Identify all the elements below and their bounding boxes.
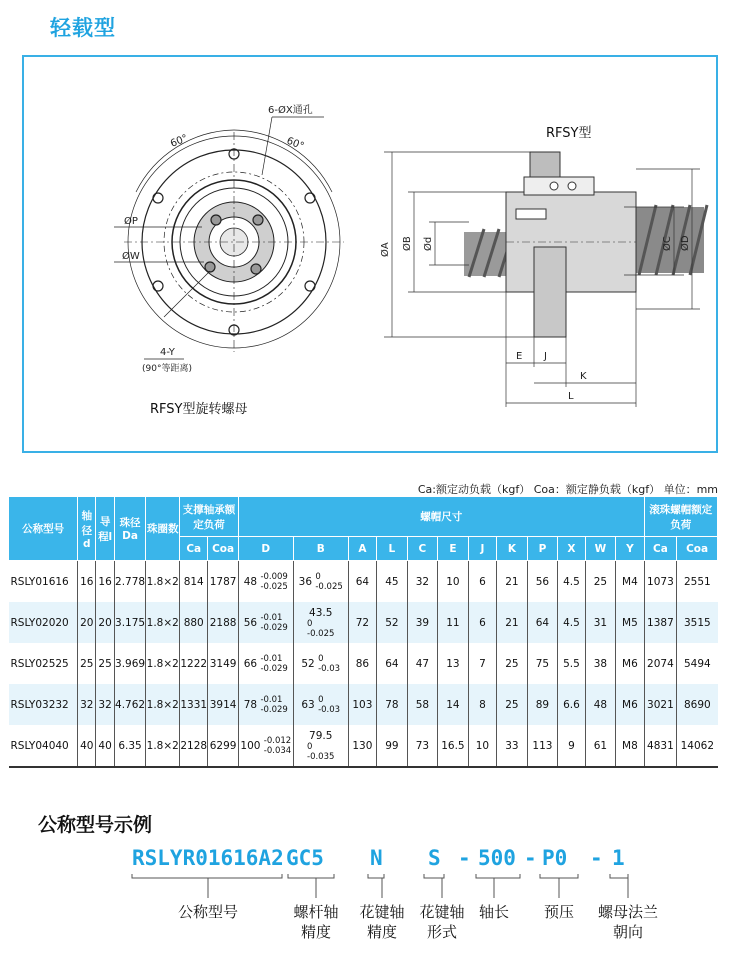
angle-right: 60° <box>284 135 306 153</box>
example-label-line2: 精度 <box>300 923 331 941</box>
tolerance-lower: -0.029 <box>260 622 288 633</box>
cell-J: 8 <box>468 684 496 725</box>
cell-model: RSLY01616 <box>10 575 69 588</box>
bracket-line <box>424 874 444 898</box>
table-row <box>9 561 718 603</box>
cell-coa2: 8690 <box>677 684 718 725</box>
cell-D-main: 100 <box>240 739 261 752</box>
cell-W: 48 <box>585 684 616 725</box>
cell-L: 45 <box>377 561 408 603</box>
cell-J: 6 <box>468 561 496 603</box>
header-support: 支撑轴承额定负荷 <box>180 497 239 537</box>
example-label-line1: 花键轴 <box>419 903 465 921</box>
dim-l-label: L <box>568 391 574 402</box>
cell-ca1: 1331 <box>180 684 208 725</box>
cell-d: 20 <box>78 602 96 643</box>
subheader-8: J <box>468 537 496 561</box>
cell-d: 40 <box>78 725 96 767</box>
cell-D-main: 56 <box>243 616 258 629</box>
tolerance-lower: -0.025 <box>315 581 343 592</box>
cell-C: 58 <box>407 684 438 725</box>
code-part: - <box>458 846 471 870</box>
tolerance-upper: -0.01 <box>260 612 283 623</box>
hole-label: 6-ØX通孔 <box>268 105 313 116</box>
cell-B <box>293 684 348 725</box>
header-ballnut: 滚珠螺帽额定负荷 <box>644 497 717 537</box>
cell-l: 40 <box>96 725 114 767</box>
cell-W: 25 <box>585 561 616 603</box>
subheader-5: L <box>377 537 408 561</box>
subheader-4: A <box>348 537 376 561</box>
unit-legend: Ca:额定动负载（kgf） Coa：额定静负载（kgf） 单位：mm <box>417 483 718 496</box>
tolerance-upper: 0 <box>307 618 313 629</box>
cell-coa1: 3914 <box>208 684 239 725</box>
cell-l: 25 <box>96 643 114 684</box>
cell-D <box>238 684 293 725</box>
cell-E: 14 <box>438 684 469 725</box>
tolerance <box>318 695 340 715</box>
cell-B-main: 79.5 <box>309 729 333 742</box>
tolerance-upper: -0.01 <box>260 694 283 705</box>
cell-n: 1.8×2 <box>146 602 180 643</box>
example-label-line1: 轴长 <box>478 903 509 921</box>
cell-ca1: 2128 <box>180 725 208 767</box>
table-row <box>9 643 718 684</box>
dim-j-label: J <box>544 351 547 362</box>
cell-D <box>238 602 293 643</box>
subheader-1: Coa <box>208 537 239 561</box>
cell-C: 39 <box>407 602 438 643</box>
tolerance-upper: 0 <box>318 653 324 664</box>
example-label-line1: 螺母法兰 <box>597 903 658 921</box>
cell-A: 64 <box>348 561 376 603</box>
spec-table <box>8 496 718 768</box>
cell-B-main: 43.5 <box>309 606 333 619</box>
cell-K: 25 <box>497 684 528 725</box>
cell-l: 20 <box>96 602 114 643</box>
code-part: S <box>428 846 441 870</box>
tolerance <box>260 572 287 592</box>
tolerance <box>307 742 334 762</box>
example-label <box>519 902 599 922</box>
cell-X: 5.5 <box>558 643 585 684</box>
cell-n: 1.8×2 <box>146 725 180 767</box>
cell-da: 3.175 <box>114 602 146 643</box>
subheader-10: P <box>527 537 558 561</box>
cell-E: 10 <box>438 561 469 603</box>
cell-K: 21 <box>497 561 528 603</box>
cell-ca2: 4831 <box>644 725 677 767</box>
table-row <box>9 684 718 725</box>
cell-A: 86 <box>348 643 376 684</box>
tolerance-upper: -0.012 <box>263 735 292 746</box>
cell-C: 47 <box>407 643 438 684</box>
cell-P: 113 <box>527 725 558 767</box>
cell-W: 38 <box>585 643 616 684</box>
cell-K: 21 <box>497 602 528 643</box>
cell-J: 6 <box>468 602 496 643</box>
cell-B-main: 36 <box>298 575 313 588</box>
cell-W: 31 <box>585 602 616 643</box>
header-ball: 珠径Da <box>114 497 146 561</box>
example-title: 公称型号示例 <box>38 814 153 836</box>
cell-J: 7 <box>468 643 496 684</box>
bracket-line <box>132 874 282 898</box>
cell-coa2: 3515 <box>677 602 718 643</box>
tolerance-upper: -0.009 <box>260 571 288 582</box>
subheader-0: Ca <box>180 537 208 561</box>
cell-D <box>238 561 293 603</box>
bracket-line <box>476 874 520 898</box>
cell-B <box>293 725 348 767</box>
table-row <box>9 602 718 643</box>
example-label-line1: 预压 <box>543 903 574 921</box>
bracket-line <box>368 874 384 898</box>
cell-L: 52 <box>377 602 408 643</box>
cell-da: 6.35 <box>114 725 146 767</box>
tolerance-lower: -0.03 <box>318 663 341 674</box>
cell-J: 10 <box>468 725 496 767</box>
code-part: - <box>524 846 537 870</box>
example-label-line2: 朝向 <box>612 923 643 941</box>
bracket-line <box>540 874 578 898</box>
cell-L: 64 <box>377 643 408 684</box>
cell-coa2: 14062 <box>677 725 718 767</box>
cell-da: 3.969 <box>114 643 146 684</box>
code-part: - <box>590 846 603 870</box>
cell-B <box>293 643 348 684</box>
cell-X: 4.5 <box>558 602 585 643</box>
cell-D <box>238 725 293 767</box>
subheader-13: Y <box>616 537 644 561</box>
dim-e-label: E <box>516 351 523 362</box>
section-title: 轻载型 <box>50 16 116 40</box>
dim-a-label: ØA <box>380 242 391 257</box>
cell-model: RSLY02525 <box>10 657 69 670</box>
example-label-line1: 螺杆轴 <box>293 903 339 921</box>
cell-X: 4.5 <box>558 561 585 603</box>
tolerance-lower: -0.025 <box>260 581 288 592</box>
tolerance-lower: -0.03 <box>318 704 341 715</box>
cell-model: RSLY03232 <box>9 684 78 725</box>
cell-A: 72 <box>348 602 376 643</box>
tolerance <box>264 736 291 756</box>
cell-coa1: 1787 <box>208 561 239 603</box>
cell-l: 32 <box>96 684 114 725</box>
tolerance-lower: -0.035 <box>307 751 335 762</box>
tolerance-lower: -0.025 <box>307 628 335 639</box>
bracket-line <box>610 874 628 898</box>
bracket-line <box>288 874 334 898</box>
cell-K: 25 <box>497 643 528 684</box>
example-label-line1: 花键轴 <box>359 903 405 921</box>
tolerance <box>315 572 342 592</box>
y-note: (90°等距离) <box>142 364 192 374</box>
cell-A: 103 <box>348 684 376 725</box>
cell-E: 16.5 <box>438 725 469 767</box>
dim-c-label: ØC <box>662 236 673 251</box>
cell-P: 64 <box>527 602 558 643</box>
cell-D-main: 66 <box>243 657 258 670</box>
dim-w-label: ØW <box>122 251 140 262</box>
tolerance-upper: 0 <box>307 741 313 752</box>
subheader-2: D <box>238 537 293 561</box>
header-nut: 螺帽尺寸 <box>238 497 644 537</box>
cell-coa1: 2188 <box>208 602 239 643</box>
subheader-9: K <box>497 537 528 561</box>
subheader-15: Coa <box>677 537 718 561</box>
cell-ca2: 2074 <box>644 643 677 684</box>
header-lead: 导程l <box>96 497 114 561</box>
cell-ca2: 1387 <box>644 602 677 643</box>
cell-Y: M4 <box>616 561 644 603</box>
cell-Y: M6 <box>616 684 644 725</box>
table-row <box>9 725 718 767</box>
header-model: 公称型号 <box>9 497 78 561</box>
cell-n: 1.8×2 <box>146 684 180 725</box>
code-part: P0 <box>542 846 568 870</box>
example-label <box>168 902 248 922</box>
cell-D <box>238 643 293 684</box>
cell-C: 32 <box>407 561 438 603</box>
cell-K: 33 <box>497 725 528 767</box>
cell-coa2: 2551 <box>677 561 718 603</box>
example-label-line2: 形式 <box>426 923 457 941</box>
example-label-line2: 精度 <box>366 923 397 941</box>
cell-d: 25 <box>78 643 96 684</box>
cell-X: 6.6 <box>558 684 585 725</box>
cell-P: 75 <box>527 643 558 684</box>
cell-ca2: 1073 <box>644 561 677 603</box>
cell-D-main: 48 <box>243 575 258 588</box>
subheader-12: W <box>585 537 616 561</box>
code-part: 1 <box>612 846 625 870</box>
header-shaft: 轴径d <box>78 497 96 561</box>
cell-L: 99 <box>377 725 408 767</box>
tolerance-lower: -0.029 <box>260 704 288 715</box>
angle-left: 60° <box>169 132 190 150</box>
cell-B <box>293 602 348 643</box>
example-label-line1: 公称型号 <box>177 903 238 921</box>
tolerance <box>260 654 287 674</box>
cell-W: 61 <box>585 725 616 767</box>
dim-p-label: ØP <box>124 216 138 227</box>
cell-n: 1.8×2 <box>146 561 180 603</box>
cell-X: 9 <box>558 725 585 767</box>
cell-da: 2.778 <box>114 561 146 603</box>
dim-dd-label: ØD <box>680 235 691 251</box>
dim-b-label: ØB <box>402 236 413 251</box>
cell-Y: M8 <box>616 725 644 767</box>
cell-da: 4.762 <box>114 684 146 725</box>
cell-Y: M6 <box>616 643 644 684</box>
subheader-7: E <box>438 537 469 561</box>
cell-P: 56 <box>527 561 558 603</box>
cell-B-main: 63 <box>301 698 315 711</box>
dim-k-label: K <box>580 371 587 382</box>
cell-E: 11 <box>438 602 469 643</box>
cell-coa1: 3149 <box>208 643 239 684</box>
cell-model: RSLY04040 <box>9 725 78 767</box>
left-caption: RFSY型旋转螺母 <box>150 402 248 417</box>
subheader-14: Ca <box>644 537 677 561</box>
cell-L: 78 <box>377 684 408 725</box>
dim-d-label: Ød <box>423 236 434 251</box>
code-part: RSLYR01616A2 <box>132 846 284 870</box>
cell-E: 13 <box>438 643 469 684</box>
table-body <box>9 561 718 768</box>
subheader-11: X <box>558 537 585 561</box>
cell-n: 1.8×2 <box>146 643 180 684</box>
header-turns: 珠圈数 <box>146 497 180 561</box>
cell-ca2: 3021 <box>644 684 677 725</box>
tolerance <box>318 654 340 674</box>
cell-D-main: 78 <box>243 698 258 711</box>
technical-drawing <box>22 55 718 453</box>
example-label <box>588 902 668 942</box>
tolerance-upper: 0 <box>318 694 324 705</box>
cell-model: RSLY02020 <box>9 602 78 643</box>
cell-coa2: 5494 <box>677 643 718 684</box>
cell-l: 16 <box>96 561 114 603</box>
y-label: 4-Y <box>160 347 175 358</box>
cell-ca1: 880 <box>180 602 208 643</box>
cell-A: 130 <box>348 725 376 767</box>
cell-d: 16 <box>78 561 96 603</box>
drawing-svg <box>24 57 716 451</box>
cell-ca1: 1222 <box>180 643 208 684</box>
tolerance <box>260 695 287 715</box>
cell-B <box>293 561 348 603</box>
subheader-6: C <box>407 537 438 561</box>
tolerance <box>260 613 287 633</box>
front-view <box>114 117 344 359</box>
cell-P: 89 <box>527 684 558 725</box>
code-part: 500 <box>478 846 516 870</box>
cell-C: 73 <box>407 725 438 767</box>
subheader-3: B <box>293 537 348 561</box>
cell-Y: M5 <box>616 602 644 643</box>
tolerance <box>307 619 334 639</box>
cell-d: 32 <box>78 684 96 725</box>
code-part: N <box>370 846 383 870</box>
right-title: RFSY型 <box>546 126 592 141</box>
tolerance-upper: 0 <box>315 571 321 582</box>
tolerance-lower: -0.029 <box>260 663 288 674</box>
tolerance-lower: -0.034 <box>263 745 292 756</box>
code-part: GC5 <box>286 846 324 870</box>
cell-ca1: 814 <box>180 561 208 603</box>
tolerance-upper: -0.01 <box>260 653 283 664</box>
cell-B-main: 52 <box>301 657 315 670</box>
cell-coa1: 6299 <box>208 725 239 767</box>
